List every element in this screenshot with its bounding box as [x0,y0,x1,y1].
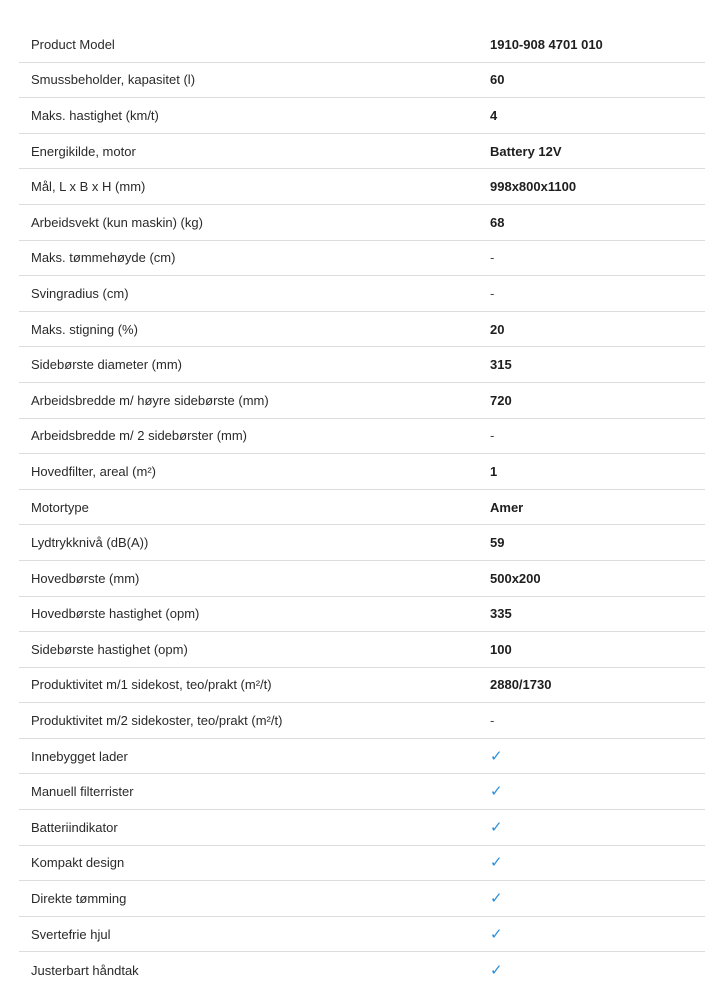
spec-value: 2880/1730 [490,677,552,693]
spec-row-working-width-two-brushes [19,419,705,455]
spec-value: - [490,713,495,729]
spec-label: Justerbart håndtak [31,962,139,978]
spec-label: Produktivitet m/1 sidekost, teo/prakt (m²/t) [31,677,272,693]
spec-label: Batteriindikator [31,819,118,835]
spec-row-direct-emptying [19,881,705,917]
spec-label: Arbeidsvekt (kun maskin) (kg) [31,214,203,230]
spec-row-working-weight [19,205,705,241]
spec-value: 335 [490,606,512,622]
spec-label: Maks. hastighet (km/t) [31,107,159,123]
spec-value: 100 [490,641,512,657]
spec-label: Maks. tømmehøyde (cm) [31,250,176,266]
checkmark-icon: ✓ [490,818,503,836]
spec-label: Produktivitet m/2 sidekoster, teo/prakt (m²/t) [31,713,283,729]
spec-label: Manuell filterrister [31,784,134,800]
spec-label: Svertefrie hjul [31,926,111,942]
checkmark-icon: ✓ [490,747,503,765]
spec-row-non-marking-wheels [19,917,705,953]
spec-label: Hovedbørste hastighet (opm) [31,606,200,622]
spec-value: Battery 12V [490,143,562,159]
spec-label: Sidebørste diameter (mm) [31,357,182,373]
spec-row-product-model [19,27,705,63]
spec-row-side-brush-diameter [19,347,705,383]
spec-row-main-filter-area [19,454,705,490]
spec-label: Sidebørste hastighet (opm) [31,641,188,657]
spec-row-main-brush-speed [19,597,705,633]
spec-value: - [490,285,495,301]
spec-label: Arbeidsbredde m/ høyre sidebørste (mm) [31,392,269,408]
spec-value: 998x800x1100 [490,179,577,195]
spec-row-sound-pressure [19,525,705,561]
spec-label: Hovedfilter, areal (m²) [31,463,156,479]
spec-value: 720 [490,392,512,408]
spec-value: - [490,250,495,266]
spec-row-battery-indicator [19,810,705,846]
spec-label: Direkte tømming [31,891,127,907]
spec-row-turning-radius [19,276,705,312]
spec-value: 4 [490,107,498,123]
spec-row-productivity-two-brushes [19,703,705,739]
spec-label: Svingradius (cm) [31,285,129,301]
spec-label: Smussbeholder, kapasitet (l) [31,72,196,88]
spec-row-working-width-right-brush [19,383,705,419]
spec-label: Energikilde, motor [31,143,136,159]
spec-label: Mål, L x B x H (mm) [31,179,146,195]
checkmark-icon: ✓ [490,783,503,801]
spec-row-main-brush [19,561,705,597]
spec-value: 315 [490,357,512,373]
spec-row-adjustable-handle [19,952,705,988]
spec-row-manual-filter-shaker [19,774,705,810]
spec-table [19,27,705,988]
spec-value: - [490,428,495,444]
spec-value: 500x200 [490,570,541,586]
spec-row-max-gradient [19,312,705,348]
spec-row-dust-container-capacity [19,63,705,99]
spec-value: 20 [490,321,505,337]
spec-value: Amer [490,499,524,515]
spec-label: Product Model [31,36,115,52]
spec-row-compact-design [19,846,705,882]
spec-value: 60 [490,72,505,88]
spec-label: Lydtrykknivå (dB(A)) [31,535,149,551]
spec-value: 68 [490,214,505,230]
spec-row-built-in-charger [19,739,705,775]
spec-row-max-dump-height [19,241,705,277]
spec-value: 1910-908 4701 010 [490,36,603,52]
spec-row-dimensions [19,169,705,205]
spec-label: Kompakt design [31,855,125,871]
spec-label: Hovedbørste (mm) [31,570,140,586]
spec-label: Maks. stigning (%) [31,321,138,337]
spec-row-energy-source [19,134,705,170]
spec-label: Motortype [31,499,89,515]
spec-label: Arbeidsbredde m/ 2 sidebørster (mm) [31,428,248,444]
checkmark-icon: ✓ [490,961,503,979]
spec-value: 1 [490,463,498,479]
spec-row-side-brush-speed [19,632,705,668]
spec-row-motor-type [19,490,705,526]
spec-value: 59 [490,535,505,551]
checkmark-icon: ✓ [490,925,503,943]
checkmark-icon: ✓ [490,854,503,872]
spec-row-productivity-one-brush [19,668,705,704]
spec-row-max-speed [19,98,705,134]
checkmark-icon: ✓ [490,890,503,908]
spec-label: Innebygget lader [31,748,128,764]
